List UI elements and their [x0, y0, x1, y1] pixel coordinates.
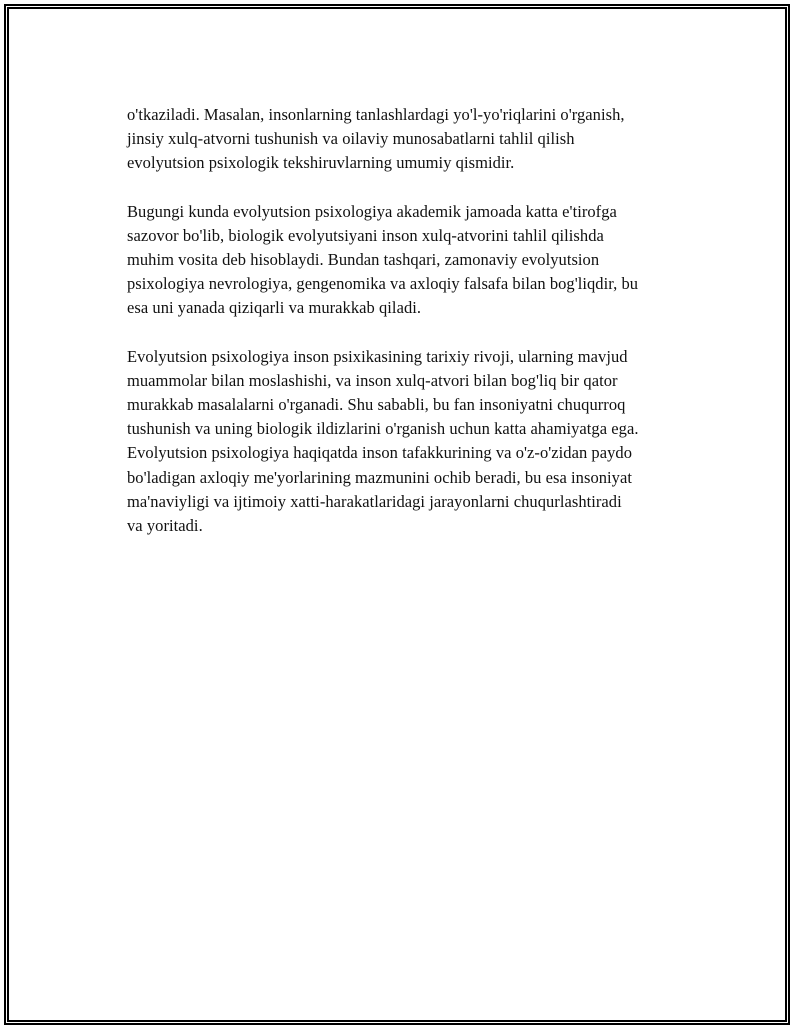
text-line: murakkab masalalarni o'rganadi. Shu sababli, bu fan insoniyatni chuqurroq	[127, 395, 626, 415]
text-line: Evolyutsion psixologiya inson psixikasining tarixiy rivoji, ularning mavjud	[127, 346, 628, 366]
text-line: psixologiya nevrologiya, gengenomika va axloqiy falsafa bilan bog'liqdir, bu	[127, 274, 639, 294]
paragraph-2	[127, 200, 702, 321]
text-line: jinsiy xulq-atvorni tushunish va oilaviy munosabatlarni tahlil qilish	[127, 129, 575, 149]
text-line: sazovor bo'lib, biologik evolyutsiyani inson xulq-atvorini tahlil qilishda	[127, 225, 604, 245]
page-frame	[4, 4, 790, 1025]
text-line: Evolyutsion psixologiya haqiqatda inson tafakkurining va o'z-o'zidan paydo	[127, 443, 632, 463]
text-line: va yoritadi.	[127, 516, 203, 536]
paragraph-3	[127, 345, 702, 539]
text-line: tushunish va uning biologik ildizlarini o'rganish uchun katta ahamiyatga ega.	[127, 419, 639, 439]
text-line: muhim vosita deb hisoblaydi. Bundan tashqari, zamonaviy evolyutsion	[127, 250, 600, 270]
document-body	[127, 103, 702, 562]
text-line: ma'naviyligi va ijtimoiy xatti-harakatlaridagi jarayonlarni chuqurlashtiradi	[127, 491, 622, 511]
text-line: esa uni yanada qiziqarli va murakkab qiladi.	[127, 298, 422, 318]
text-line: o'tkaziladi. Masalan, insonlarning tanlashlardagi yo'l-yo'riqlarini o'rganish,	[127, 105, 625, 124]
text-line: evolyutsion psixologik tekshiruvlarning umumiy qismidir.	[127, 153, 515, 173]
text-line: bo'ladigan axloqiy me'yorlarining mazmunini ochib beradi, bu esa insoniyat	[127, 467, 632, 487]
paragraph-1	[127, 103, 702, 176]
text-line: Bugungi kunda evolyutsion psixologiya akademik jamoada katta e'tirofga	[127, 201, 617, 221]
text-line: muammolar bilan moslashishi, va inson xulq-atvori bilan bog'liq bir qator	[127, 370, 618, 390]
